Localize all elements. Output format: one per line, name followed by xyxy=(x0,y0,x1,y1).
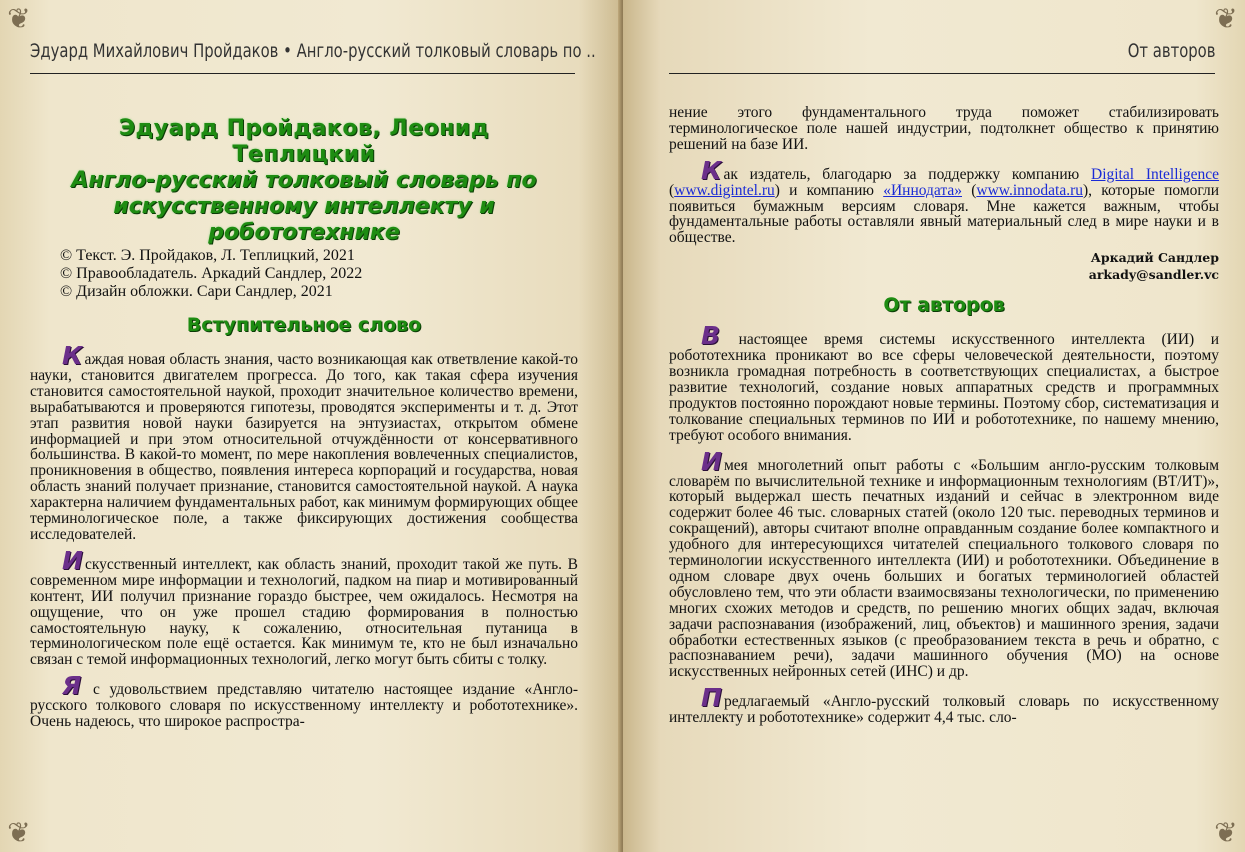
link-digintel[interactable]: www.digintel.ru xyxy=(674,181,775,199)
signature-name: Аркадий Сандлер xyxy=(1090,250,1219,266)
drop-cap: В xyxy=(701,321,721,351)
right-page xyxy=(623,0,1245,852)
link-digital-intelligence[interactable]: Digital Intelligence xyxy=(1091,165,1219,183)
left-page-content xyxy=(30,100,578,730)
paragraph-text: скусственный интеллект, как область знаний, проходит такой же путь. В современном мире информации и технологий, падком на пиар и мотивированный контент, ИИ получил признание гораздо быстрее, чем ожидалось. Несмотря на ощущение, что он уже прошел стадию формирования в полностью самостоятельную науку, к сожалению, относительная путаница в терминологическом поле ещё остается. Как минимум те, кто не был изначально связан с темой информационных технологий, легко могут быть сбиты с толку. xyxy=(30,555,578,669)
paragraph xyxy=(30,671,578,731)
header-rule xyxy=(669,73,1215,74)
drop-cap: И xyxy=(701,446,722,476)
corner-ornament-icon: ❦ xyxy=(1214,2,1238,35)
drop-cap: Я xyxy=(62,671,82,701)
header-rule xyxy=(30,73,575,74)
book-title xyxy=(70,116,538,246)
section-title-authors: От авторов xyxy=(883,294,1005,317)
copyright-line: © Дизайн обложки. Сари Сандлер, 2021 xyxy=(60,283,333,300)
running-head-left: Эдуард Михайлович Пройдаков • Англо-русский толковый словарь по .. xyxy=(30,40,596,62)
right-page-content xyxy=(669,105,1219,726)
link-innodata[interactable]: www.innodata.ru xyxy=(976,181,1083,199)
paragraph-text: ), которые помогли появиться бумажным версиям словаря. Мне кажется важным, чтобы фундаментальные работы оставляли явный материальный след в мире науки и в обществе. xyxy=(669,181,1219,247)
link-innodata-company[interactable]: «Иннодата» xyxy=(883,181,962,199)
paragraph xyxy=(30,545,578,669)
signature-email: arkady@sandler.vc xyxy=(1088,267,1219,283)
publisher-paragraph xyxy=(669,155,1219,247)
corner-ornament-icon: ❦ xyxy=(7,816,31,849)
paragraph-text: мея многолетний опыт работы с «Большим англо-русским толковым словарём по вычислительной технике и информационным технологиям (ВТ/ИТ)», который выдержал шесть печатных изданий и сейчас в электронном виде содержит более 46 тыс. словарных статей (около 120 тыс. переводных терминов и сокращений), авторы считают вполне оправданным создание более компактного и удобного для интересующихся читателей специального толкового словаря по терминологии искусственного интеллекта (ИИ) и робототехники. Объединение в одном словаре двух очень больших и богатых терминологией областей обусловлено тем, что эти области взаимосвязаны технологически, по применению многих схожих методов и средств, по решению многих общих задач, включая задачи распознавания (изображений, лиц, объектов) и машинного зрения, задачи обработки естественных языков (с преобразованием текста в речь и обратно, с распознаванием речи), задачи машинного обучения (МО) на основе искусственных нейронных сетей (ИНС) и др. xyxy=(669,456,1219,681)
paragraph-text: ( xyxy=(669,181,675,199)
copyright-line: © Текст. Э. Пройдаков, Л. Теплицкий, 2021 xyxy=(60,247,355,264)
paragraph-text: настоящее время системы искусственного интеллекта (ИИ) и робототехника проникают во все сферы человеческой деятельности, поэтому возникла громадная потребность в соответствующих специалистах, а быстрое развитие технологий, создание новых аппаратных средств и программных продуктов постоянно порождают новые термины. Поэтому сбор, систематизация и толкование специальных терминов по ИИ и робототехнике, по нашему мнению, требуют особого внимания. xyxy=(669,331,1219,444)
paragraph-text: аждая новая область знания, часто возникающая как ответвление какой-то науки, становится двигателем прогресса. До того, как такая сфера изучения становится самостоятельной наукой, проходит значительное количество времени, вырабатываются и проверяются гипотезы, проводятся эксперименты и т. д. Этот этап развития новой науки базируется на энтузиастах, открытом обмене информацией и при этом относительной отчуждённости от консервативного большинства. В какой-то момент, по мере накопления вовлеченных специалистов, проникновения в общество, появления интереса корпораций и государства, новая область знаний получает признание, становится самостоятельной наукой. А наука характерна наличием фундаментальных работ, как минимум формирующих общее терминологическое поле, а также фиксирующих достижения сообщества исследователей. xyxy=(30,351,578,543)
paragraph xyxy=(669,683,1219,727)
title-authors-line1: Эдуард Пройдаков, Леонид xyxy=(118,116,490,141)
corner-ornament-icon: ❦ xyxy=(7,2,31,35)
paragraph-text: ) и компанию xyxy=(774,181,884,199)
drop-cap: П xyxy=(701,683,722,713)
title-authors-line2: Теплицкий xyxy=(232,142,376,167)
paragraph-text: ( xyxy=(962,181,977,199)
section-title-intro: Вступительное слово xyxy=(186,314,422,336)
copyright-line: © Правообладатель. Аркадий Сандлер, 2022 xyxy=(60,265,363,282)
drop-cap: К xyxy=(701,155,722,185)
paragraph xyxy=(669,446,1219,681)
paragraph-text: ак издатель, благодарю за поддержку компанию xyxy=(723,165,1091,183)
running-head-right: От авторов xyxy=(1127,40,1215,62)
paragraph xyxy=(669,321,1219,444)
drop-cap: К xyxy=(62,341,83,370)
continued-paragraph: нение этого фундаментального труда поможет стабилизировать терминологическое поле нашей индустрии, подтолкнет общество к принятию решений на базе ИИ. xyxy=(669,104,1219,153)
title-book-name: Англо-русский толковый словарь по искусственному интеллекту и робототехнике xyxy=(71,168,537,245)
paragraph-text: с удовольствием представляю читателю настоящее издание «Англо-русского толкового словаря по искусственному интеллекту и робототехнике». Очень надеюсь, что широкое распростра- xyxy=(30,681,578,731)
corner-ornament-icon: ❦ xyxy=(1214,816,1238,849)
left-page xyxy=(0,0,622,852)
drop-cap: И xyxy=(62,545,83,575)
paragraph-text: редлагаемый «Англо-русский толковый словарь по искусственному интеллекту и робототехнике» содержит 4,4 тыс. сло- xyxy=(669,693,1219,727)
paragraph xyxy=(30,341,578,543)
